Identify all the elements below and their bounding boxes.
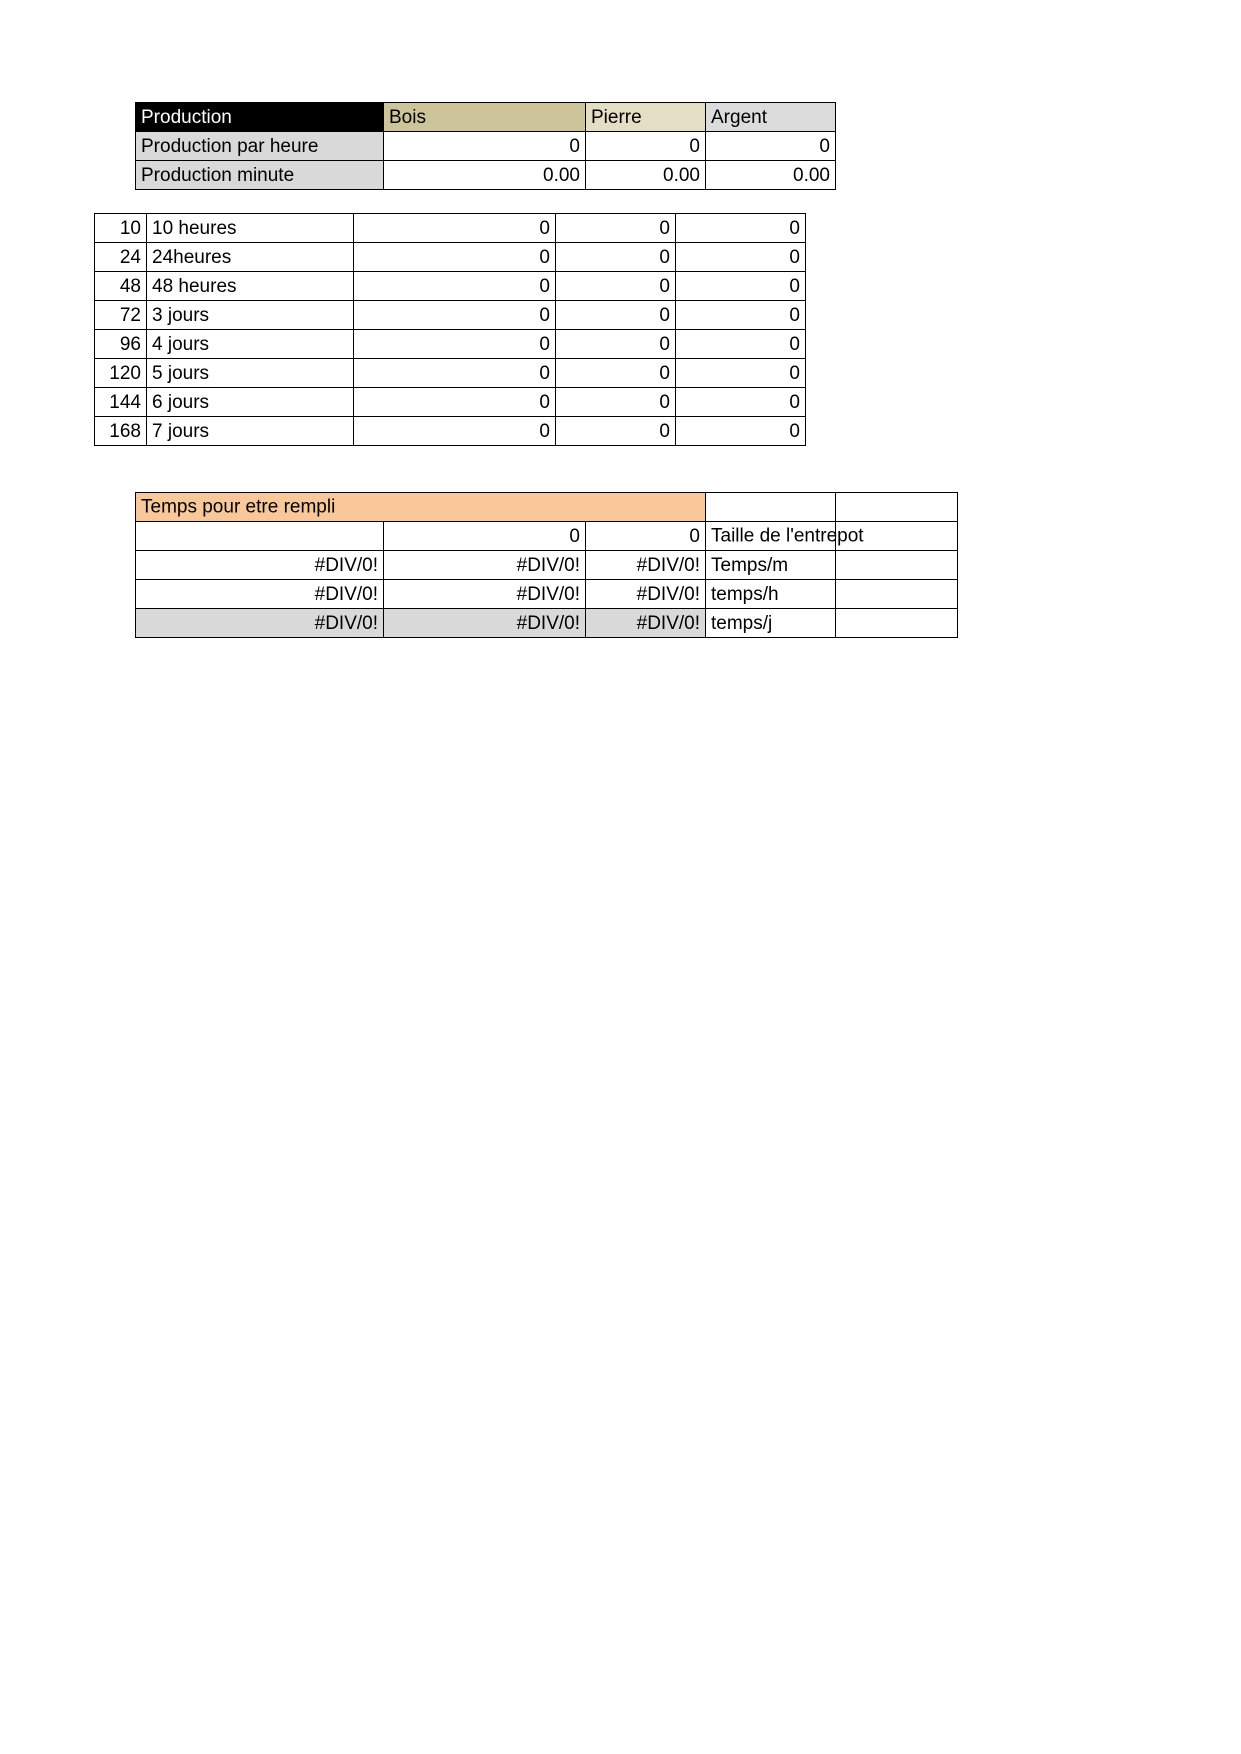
fill-time-table — [135, 492, 958, 638]
cell-hours-index[interactable]: 10 — [95, 214, 147, 243]
table-row — [136, 580, 958, 609]
table-row — [95, 388, 806, 417]
cell-bois-value[interactable]: 0 — [354, 359, 556, 388]
cell-pierre-value[interactable]: 0 — [556, 243, 676, 272]
column-header-bois: Bois — [384, 103, 586, 132]
cell-hours-index[interactable]: 144 — [95, 388, 147, 417]
cell-tempsj-b[interactable]: #DIV/0! — [384, 609, 586, 638]
cell-hours-label: 5 jours — [147, 359, 354, 388]
table-row — [95, 417, 806, 446]
cell-tempsh-c[interactable]: #DIV/0! — [586, 580, 706, 609]
table-row — [95, 214, 806, 243]
production-table — [135, 102, 836, 190]
cell-tempsj-a[interactable]: #DIV/0! — [136, 609, 384, 638]
cell-argent-value[interactable]: 0 — [676, 388, 806, 417]
fill-header-row — [136, 493, 958, 522]
row-tag-temps-j: temps/j — [706, 609, 836, 638]
table-row — [95, 272, 806, 301]
cell-bois-value[interactable]: 0 — [354, 243, 556, 272]
fill-row-spacer-2 — [836, 580, 958, 609]
cell-bois-production-par-heure[interactable]: 0 — [384, 132, 586, 161]
table-row — [136, 609, 958, 638]
cell-argent-production-par-heure[interactable]: 0 — [706, 132, 836, 161]
table-header-row — [136, 103, 836, 132]
cell-argent-value[interactable]: 0 — [676, 417, 806, 446]
row-tag-temps-h: temps/h — [706, 580, 836, 609]
cell-hours-label: 48 heures — [147, 272, 354, 301]
table-row — [136, 551, 958, 580]
table-row — [136, 161, 836, 190]
cell-bois-value[interactable]: 0 — [354, 417, 556, 446]
row-label-production-par-heure: Production par heure — [136, 132, 384, 161]
cell-bois-production-minute[interactable]: 0.00 — [384, 161, 586, 190]
cell-argent-value[interactable]: 0 — [676, 301, 806, 330]
cell-pierre-value[interactable]: 0 — [556, 417, 676, 446]
row-tag-temps-m: Temps/m — [706, 551, 836, 580]
cell-hours-label: 6 jours — [147, 388, 354, 417]
table-row — [136, 522, 958, 551]
cell-pierre-value[interactable]: 0 — [556, 214, 676, 243]
table-row — [95, 301, 806, 330]
cell-bois-value[interactable]: 0 — [354, 388, 556, 417]
cell-argent-value[interactable]: 0 — [676, 272, 806, 301]
cell-tempsm-b[interactable]: #DIV/0! — [384, 551, 586, 580]
table-row — [136, 132, 836, 161]
fill-row-spacer-3 — [836, 609, 958, 638]
cell-pierre-value[interactable]: 0 — [556, 388, 676, 417]
column-header-pierre: Pierre — [586, 103, 706, 132]
cell-taille-a[interactable] — [136, 522, 384, 551]
cell-argent-value[interactable]: 0 — [676, 243, 806, 272]
cell-pierre-production-par-heure[interactable]: 0 — [586, 132, 706, 161]
row-tag-text: Taille de l'entrepot — [711, 525, 864, 547]
cell-argent-value[interactable]: 0 — [676, 330, 806, 359]
cell-tempsj-c[interactable]: #DIV/0! — [586, 609, 706, 638]
cell-hours-label: 3 jours — [147, 301, 354, 330]
cell-hours-label: 4 jours — [147, 330, 354, 359]
cell-taille-c[interactable]: 0 — [586, 522, 706, 551]
table-row — [95, 359, 806, 388]
cell-pierre-value[interactable]: 0 — [556, 359, 676, 388]
cell-pierre-value[interactable]: 0 — [556, 301, 676, 330]
cell-hours-index[interactable]: 120 — [95, 359, 147, 388]
cell-hours-index[interactable]: 48 — [95, 272, 147, 301]
fill-title-cell — [136, 493, 706, 522]
cell-tempsm-a[interactable]: #DIV/0! — [136, 551, 384, 580]
cell-tempsh-a[interactable]: #DIV/0! — [136, 580, 384, 609]
cell-tempsh-b[interactable]: #DIV/0! — [384, 580, 586, 609]
fill-header-spacer — [706, 493, 836, 522]
table-row — [95, 243, 806, 272]
cell-hours-index[interactable]: 168 — [95, 417, 147, 446]
cell-pierre-production-minute[interactable]: 0.00 — [586, 161, 706, 190]
fill-header-spacer-2 — [836, 493, 958, 522]
cell-taille-b[interactable]: 0 — [384, 522, 586, 551]
cell-bois-value[interactable]: 0 — [354, 272, 556, 301]
cell-hours-label: 24heures — [147, 243, 354, 272]
cell-argent-production-minute[interactable]: 0.00 — [706, 161, 836, 190]
cell-bois-value[interactable]: 0 — [354, 214, 556, 243]
cell-pierre-value[interactable]: 0 — [556, 272, 676, 301]
column-header-argent: Argent — [706, 103, 836, 132]
cell-hours-index[interactable]: 96 — [95, 330, 147, 359]
cell-hours-label: 7 jours — [147, 417, 354, 446]
cell-hours-label: 10 heures — [147, 214, 354, 243]
cell-tempsm-c[interactable]: #DIV/0! — [586, 551, 706, 580]
production-title-cell: Production — [136, 103, 384, 132]
cell-pierre-value[interactable]: 0 — [556, 330, 676, 359]
row-label-production-minute: Production minute — [136, 161, 384, 190]
table-row — [95, 330, 806, 359]
cell-argent-value[interactable]: 0 — [676, 214, 806, 243]
cell-bois-value[interactable]: 0 — [354, 330, 556, 359]
cell-hours-index[interactable]: 72 — [95, 301, 147, 330]
cell-argent-value[interactable]: 0 — [676, 359, 806, 388]
cell-bois-value[interactable]: 0 — [354, 301, 556, 330]
cell-hours-index[interactable]: 24 — [95, 243, 147, 272]
fill-row-spacer — [836, 551, 958, 580]
accumulation-table — [94, 213, 806, 446]
fill-title-text: Temps pour etre rempli — [141, 496, 336, 518]
row-tag-taille-entrepot — [706, 522, 864, 551]
